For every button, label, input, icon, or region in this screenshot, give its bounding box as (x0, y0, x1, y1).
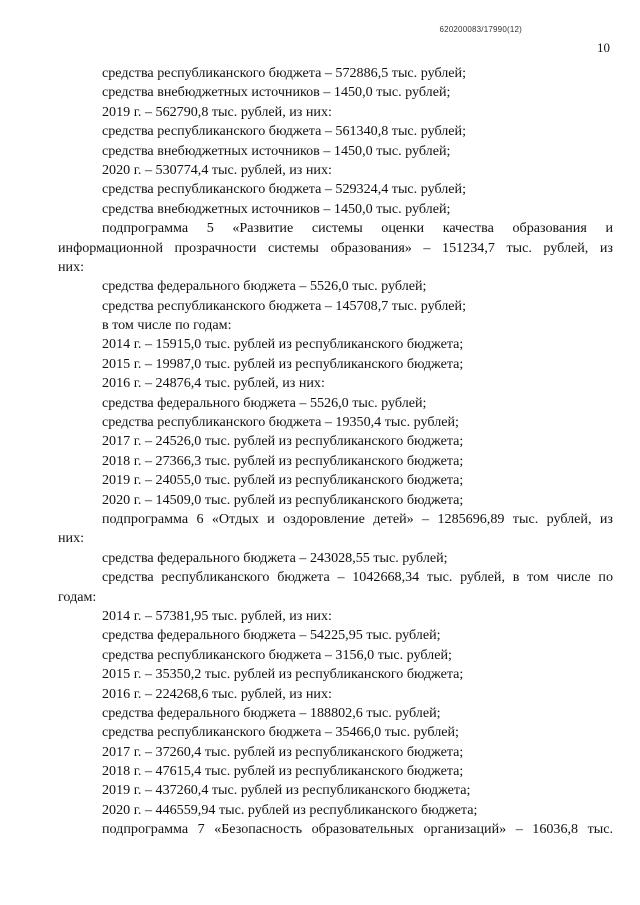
text-line: 2019 г. – 24055,0 тыс. рублей из республиканского бюджета; (102, 472, 464, 489)
text-line: средства республиканского бюджета – 3156,0 тыс. рублей; (102, 646, 452, 663)
text-line: 2020 г. – 446559,94 тыс. рублей из республиканского бюджета; (102, 801, 478, 818)
text-line: 2018 г. – 27366,3 тыс. рублей из республиканского бюджета; (102, 452, 464, 469)
text-line: средства республиканского бюджета – 1042668,34 тыс. рублей, в том числе по (102, 569, 613, 586)
text-line: них: (58, 258, 85, 275)
text-line: 2017 г. – 37260,4 тыс. рублей из республиканского бюджета; (102, 743, 464, 760)
text-line: средства федерального бюджета – 188802,6 тыс. рублей; (102, 704, 441, 721)
text-line: 2016 г. – 24876,4 тыс. рублей, из них: (102, 375, 325, 392)
text-line: 2014 г. – 57381,95 тыс. рублей, из них: (102, 607, 332, 624)
text-line: годам: (58, 588, 97, 605)
text-line: средства республиканского бюджета – 561340,8 тыс. рублей; (102, 123, 467, 140)
text-line: 2019 г. – 562790,8 тыс. рублей, из них: (102, 103, 332, 120)
text-line: 2014 г. – 15915,0 тыс. рублей из республиканского бюджета; (102, 336, 464, 353)
text-line: средства федерального бюджета – 5526,0 тыс. рублей; (102, 394, 427, 411)
text-line: средства федерального бюджета – 5526,0 тыс. рублей; (102, 278, 427, 295)
text-line: в том числе по годам: (102, 317, 232, 334)
text-line: средства внебюджетных источников – 1450,0 тыс. рублей; (102, 200, 451, 217)
page-number: 10 (597, 40, 610, 55)
text-line: информационной прозрачности системы образования» – 151234,7 тыс. рублей, из (58, 239, 613, 256)
text-line: средства федерального бюджета – 243028,55 тыс. рублей; (102, 549, 448, 566)
text-line: средства федерального бюджета – 54225,95 тыс. рублей; (102, 627, 441, 644)
text-line: средства республиканского бюджета – 529324,4 тыс. рублей; (102, 181, 467, 198)
text-line: 2015 г. – 19987,0 тыс. рублей из республиканского бюджета; (102, 355, 464, 372)
text-line: средства республиканского бюджета – 19350,4 тыс. рублей; (102, 414, 459, 431)
text-line: средства внебюджетных источников – 1450,0 тыс. рублей; (102, 142, 451, 159)
text-line: 2016 г. – 224268,6 тыс. рублей, из них: (102, 685, 332, 702)
text-line: 2020 г. – 530774,4 тыс. рублей, из них: (102, 161, 332, 178)
text-line: 2020 г. – 14509,0 тыс. рублей из республиканского бюджета; (102, 491, 464, 508)
text-line: средства республиканского бюджета – 572886,5 тыс. рублей; (102, 65, 467, 81)
text-line: подпрограмма 7 «Безопасность образовательных организаций» – 16036,8 тыс. (102, 821, 613, 838)
text-line: 2017 г. – 24526,0 тыс. рублей из республиканского бюджета; (102, 433, 464, 450)
text-line: 2019 г. – 437260,4 тыс. рублей из республиканского бюджета; (102, 782, 471, 799)
text-line: 2018 г. – 47615,4 тыс. рублей из республиканского бюджета; (102, 763, 464, 780)
text-line: средства республиканского бюджета – 35466,0 тыс. рублей; (102, 724, 459, 741)
text-line: 2015 г. – 35350,2 тыс. рублей из республиканского бюджета; (102, 666, 464, 683)
document-code: 620200083/17990(12) (439, 25, 522, 34)
document-body (58, 64, 613, 840)
text-line: средства республиканского бюджета – 145708,7 тыс. рублей; (102, 297, 467, 314)
text-line: подпрограмма 5 «Развитие системы оценки качества образования и (102, 220, 613, 237)
text-line: них: (58, 530, 85, 547)
text-line: подпрограмма 6 «Отдых и оздоровление детей» – 1285696,89 тыс. рублей, из (102, 510, 613, 527)
text-line: средства внебюджетных источников – 1450,0 тыс. рублей; (102, 84, 451, 101)
